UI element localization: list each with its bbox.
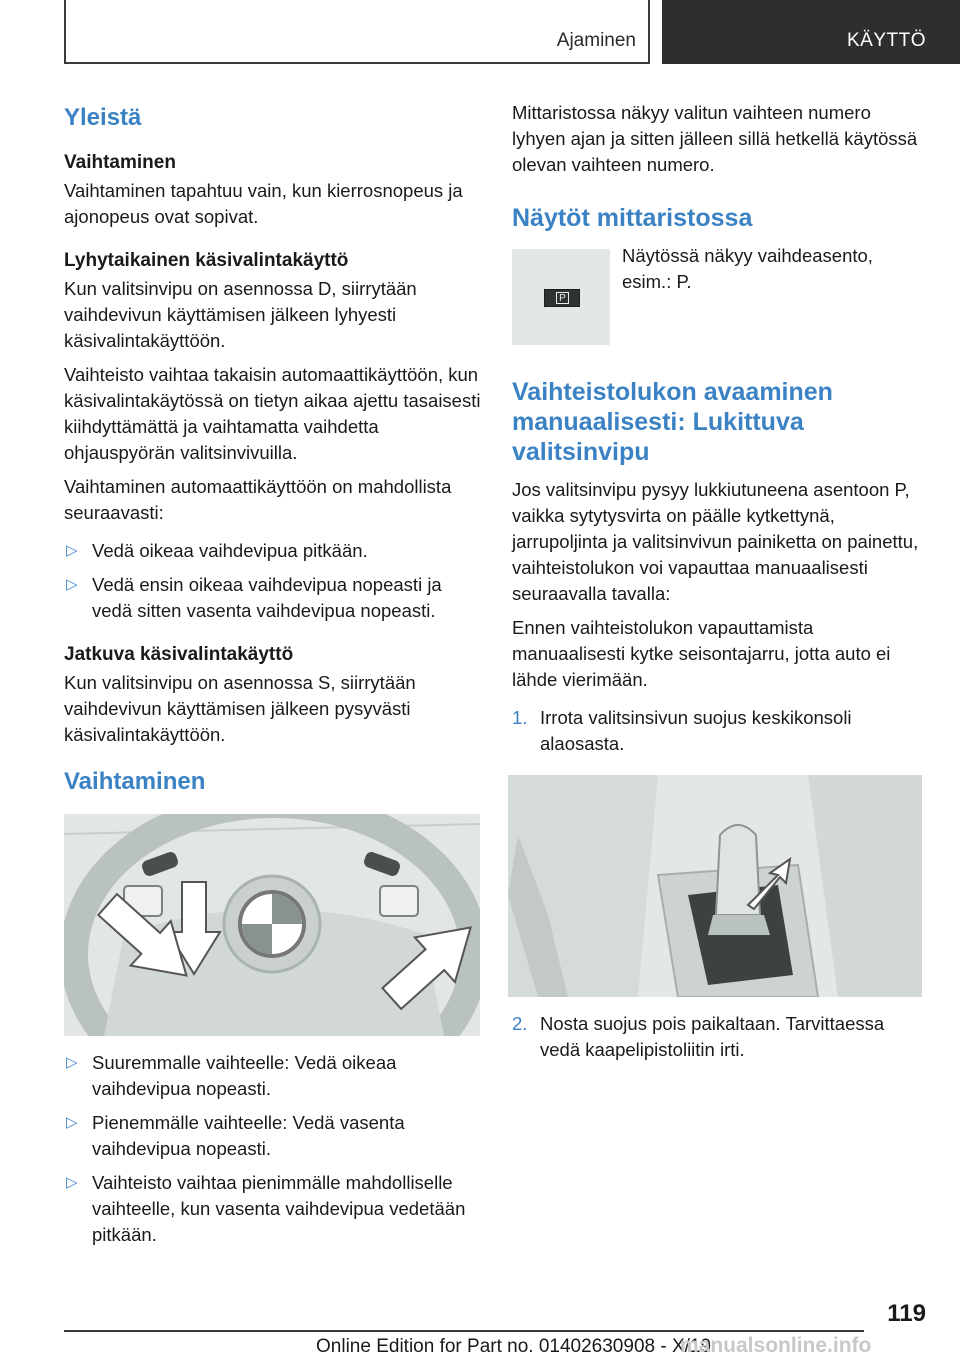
heading-naytot: Näytöt mittaristossa (512, 204, 753, 232)
list-item: ▷ Vaihteisto vaihtaa pienimmälle mahdolliselle vaihteelle, kun vasenta vaihdevipua vedetään pitkään. (66, 1172, 466, 1245)
paragraph-naytot: Näytössä näkyy vaihdeasento, esim.: P. (622, 245, 873, 292)
paragraph-lukko-2: Ennen vaihteistolukon vapauttamista manuaalisesti kytke seisontajarru, jotta auto ei lähde vierimään. (512, 617, 891, 690)
header-chapter-title: KÄYTTÖ (846, 30, 926, 51)
paragraph-lyhyt-1: Kun valitsinvipu on asennossa D, siirrytään vaihdevivun käyttämisen jälkeen lyhyesti käsivalintakäyttöön. (64, 278, 417, 351)
triangle-bullet-icon: ▷ (66, 1174, 78, 1191)
step-number: 1. (512, 707, 528, 728)
steering-wheel-figure (64, 814, 480, 1036)
center-console-illustration (508, 775, 922, 997)
list-item: ▷ Vedä ensin oikeaa vaihdevipua nopeasti ja vedä sitten vasenta vaihdevipua nopeasti. (66, 574, 442, 621)
gear-position-indicator: P (556, 292, 569, 304)
paragraph-lyhyt-2: Vaihteisto vaihtaa takaisin automaattikäyttöön, kun käsivalintakäytössä on tietyn aikaa ajettu tasaisesti kiihdyttämättä ja vaihtamatta vaihdetta ohjauspyörän valitsinvivuilla. (64, 364, 481, 463)
page-number: 119 (887, 1300, 926, 1327)
subheading-vaihtaminen: Vaihtaminen (64, 152, 176, 173)
heading-lukko: Vaihteistolukon avaaminen manuaalisesti: Lukittuva valitsinvipu (512, 378, 833, 466)
heading-yleista: Yleistä (64, 104, 142, 131)
gear-display-screen (544, 289, 580, 307)
list-item: ▷ Vedä oikeaa vaihdevipua pitkään. (64, 538, 482, 564)
gear-display-figure (512, 249, 610, 345)
subheading-lyhytaikainen: Lyhytaikainen käsivalintakäyttö (64, 250, 349, 271)
list-item: ▷ Suuremmalle vaihteelle: Vedä oikeaa vaihdevipua nopeasti. (66, 1052, 397, 1099)
header-section-box (64, 0, 650, 64)
list-item: ▷ Pienemmälle vaihteelle: Vedä vasenta vaihdevipua nopeasti. (66, 1112, 405, 1159)
step-number: 2. (512, 1013, 528, 1034)
paragraph-lyhyt-3: Vaihtaminen automaattikäyttöön on mahdollista seuraavasti: (64, 476, 452, 523)
header-section-title: Ajaminen (556, 30, 636, 51)
left-column (64, 100, 482, 1256)
triangle-bullet-icon: ▷ (66, 542, 78, 559)
triangle-bullet-icon: ▷ (66, 1114, 78, 1131)
footer-divider (64, 1330, 864, 1332)
step-item: 2. Nosta suojus pois paikaltaan. Tarvittaessa vedä kaapelipistoliitin irti. (512, 1013, 885, 1060)
watermark-text: manualsonline.info (680, 1334, 872, 1357)
right-column (512, 100, 926, 1071)
header-chapter-box (662, 0, 960, 64)
triangle-bullet-icon: ▷ (66, 1054, 78, 1071)
edition-note: Online Edition for Part no. 01402630908 - X/19 (316, 1336, 712, 1357)
heading-vaihtaminen: Vaihtaminen (64, 768, 206, 795)
paragraph-mittaristo: Mittaristossa näkyy valitun vaihteen numero lyhyen ajan ja sitten jälleen sillä hetkellä käytössä olevan vaihteen numero. (512, 102, 918, 175)
display-block (512, 245, 926, 347)
step-item: 1. Irrota valitsinsivun suojus keskikonsoli alaosasta. (512, 707, 852, 754)
paragraph-lukko-1: Jos valitsinvipu pysyy lukkiutuneena asentoon P, vaikka sytytysvirta on päälle kytkettynä, jarrupoljinta ja valitsinvivun painiketta on painettu, vaihteistolukon voi vapauttaa manuaalisesti seuraavalla tavalla: (512, 479, 919, 604)
subheading-jatkuva: Jatkuva käsivalintakäyttö (64, 644, 294, 665)
triangle-bullet-icon: ▷ (66, 576, 78, 593)
paragraph-vaihtaminen: Vaihtaminen tapahtuu vain, kun kierrosnopeus ja ajonopeus ovat sopivat. (64, 180, 463, 227)
steering-wheel-illustration (64, 814, 480, 1036)
console-figure (508, 775, 922, 997)
paragraph-jatkuva: Kun valitsinvipu on asennossa S, siirrytään vaihdevivun käyttämisen jälkeen pysyvästi käsivalintakäyttöön. (64, 672, 416, 745)
